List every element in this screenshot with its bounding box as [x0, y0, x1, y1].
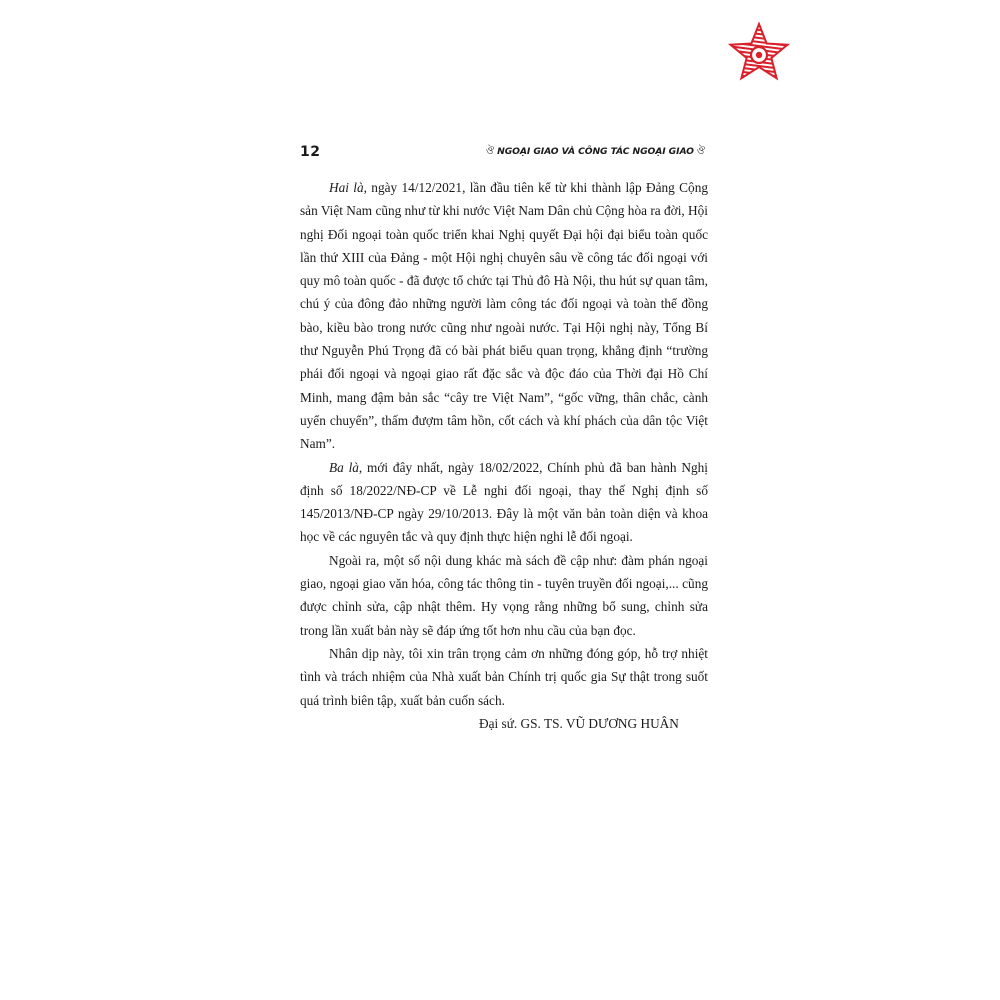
star-stripe	[727, 70, 791, 78]
paragraph-lead: Ba là	[329, 459, 359, 475]
star-stripe	[727, 34, 791, 42]
paragraph-nhan-dip	[300, 642, 708, 712]
star-stripe	[727, 78, 791, 86]
star-stripe	[727, 26, 791, 34]
ornament-left-icon: ঔ	[486, 146, 495, 157]
paragraph-hai-la	[300, 176, 708, 456]
ornament-right-icon: ঔ	[696, 146, 705, 157]
star-center-dot	[756, 52, 762, 58]
paragraph-lead: Hai là	[329, 180, 364, 195]
star-stripe	[727, 74, 791, 82]
running-head-title: NGOẠI GIAO VÀ CÔNG TÁC NGOẠI GIAO	[497, 146, 694, 157]
star-stripe	[727, 82, 791, 86]
body-text	[300, 176, 708, 735]
paragraph-text: , ngày 14/12/2021, lần đầu tiên kể từ khi thành lập Đảng Cộng sản Việt Nam cũng như từ khi nước Việt Nam Dân chủ Cộng hòa ra đời, Hội nghị Đối ngoại toàn quốc triển khai Nghị quyết Đại hội đại biểu toàn quốc lần thứ XIII của Đảng - một Hội nghị chuyên sâu về công tác đối ngoại với quy mô toàn quốc - đã được tổ chức tại Thủ đô Hà Nội, thu hút sự quan tâm, chú ý của đông đảo những người làm công tác đối ngoại và toàn thể đồng bào, kiều bào trong nước cũng như ngoài nước. Tại Hội nghị này, Tổng Bí thư Nguyễn Phú Trọng đã có bài phát biểu quan trọng, khẳng định “trường phái đối ngoại và ngoại giao rất đặc sắc và độc đáo của Thời đại Hồ Chí Minh, mang đậm bản sắc “cây tre Việt Nam”, “gốc vững, thân chắc, cành uyển chuyển”, thấm đượm tâm hồn, cốt cách và khí phách của dân tộc Việt Nam”.	[300, 180, 708, 452]
paragraph-ngoai-ra	[300, 549, 708, 642]
page-header	[300, 143, 708, 163]
paragraph-text: , mới đây nhất, ngày 18/02/2022, Chính phủ đã ban hành Nghị định số 18/2022/NĐ-CP về Lễ nghi đối ngoại, thay thế Nghị định số 145/2013/NĐ-CP ngày 29/10/2013. Đây là một văn bản toàn diện và khoa học về các nguyên tắc và quy định thực hiện nghi lễ đối ngoại.	[300, 459, 708, 545]
paragraph-text: Ngoài ra, một số nội dung khác mà sách đề cập như: đàm phán ngoại giao, ngoại giao văn hóa, công tác thông tin - tuyên truyền đối ngoại,... cũng được chỉnh sửa, cập nhật thêm. Hy vọng rằng những bổ sung, chỉnh sửa trong lần xuất bản này sẽ đáp ứng tốt hơn nhu cầu của bạn đọc.	[300, 552, 708, 638]
running-head	[483, 144, 708, 160]
star-stripe	[727, 30, 791, 38]
star-logo-graphic	[727, 22, 791, 86]
author-signature: Đại sứ. GS. TS. VŨ DƯƠNG HUÂN	[479, 715, 679, 731]
paragraph-text: Nhân dịp này, tôi xin trân trọng cảm ơn những đóng góp, hỗ trợ nhiệt tình và trách nhiệm của Nhà xuất bản Chính trị quốc gia Sự thật trong suốt quá trình biên tập, xuất bản cuốn sách.	[300, 645, 708, 708]
red-star-publisher-logo-icon	[727, 22, 791, 86]
paragraph-ba-la	[300, 456, 708, 549]
page-number: 12	[300, 144, 321, 160]
